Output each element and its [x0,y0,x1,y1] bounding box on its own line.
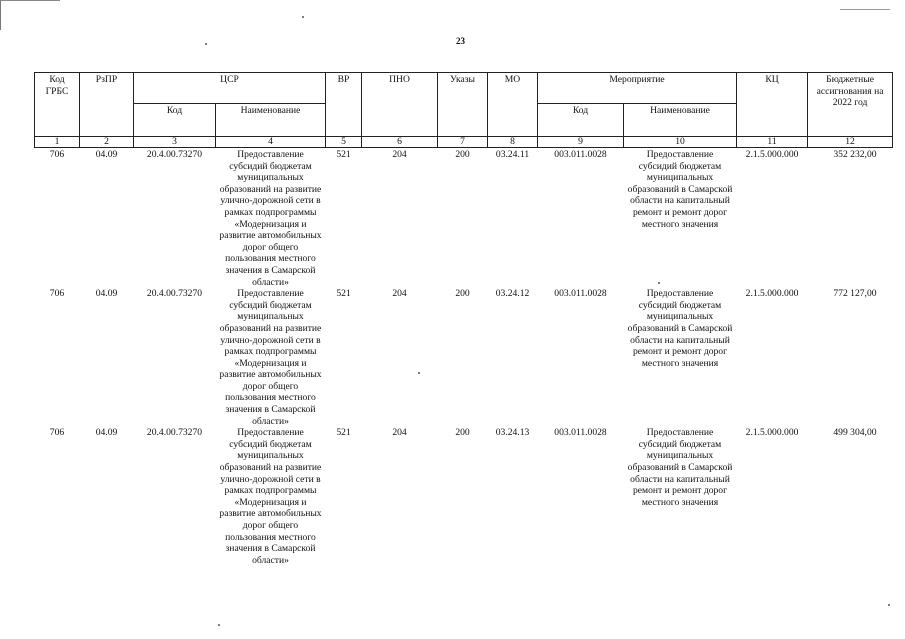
scan-speck [302,16,304,18]
cell-mer-kod: 003.011.0028 [554,149,607,160]
cell-mo: 03.24.11 [495,149,530,160]
header-budget: Бюджетные ассигнования на 2022 год [808,73,893,137]
cell-csr-kod: 20.4.00.73270 [146,149,203,160]
cell-csr-kod: 20.4.00.73270 [146,427,203,439]
cell-mo: 03.24.13 [495,427,530,439]
column-number: 3 [134,137,216,148]
cell-ukazy: 200 [455,288,470,300]
cell-grbs: 706 [49,427,65,439]
column-number: 4 [216,137,326,148]
cell-mo: 03.24.12 [495,288,530,300]
cell-rzpr: 04.09 [95,149,118,160]
cell-mer-name: Предоставление субсидий бюджетам муниципальных образований в Самарской области на капитальный ремонт и ремонт дорог местного значения [627,288,733,369]
cell-ukazy: 200 [455,149,470,160]
page-number: 23 [456,36,465,46]
column-number: 9 [538,137,624,148]
header-kc: КЦ [737,73,808,137]
header-mer-name: Наименование [624,104,737,137]
column-number: 6 [362,137,438,148]
cell-csr-name: Предоставление субсидий бюджетам муниципальных образований на развитие улично-дорожной сети в рамках подпрограммы «Модернизация и развитие автомобильных дорог общего пользования местного значения в Самарской области» [219,149,322,288]
column-number: 11 [737,137,808,148]
header-mer-kod: Код [538,104,624,137]
header-meropriyatie: Мероприятие [538,73,737,104]
column-number: 10 [624,137,737,148]
cell-rzpr: 04.09 [95,427,118,439]
cell-kc: 2.1.5.000.000 [745,288,799,300]
header-ukazy: Указы [438,73,488,137]
cell-pno: 204 [392,427,407,439]
cell-amount: 499 304,00 [833,427,877,439]
header-csr: ЦСР [134,73,326,104]
cell-vr: 521 [336,427,351,439]
header-pno: ПНО [362,73,438,137]
table-row [35,427,893,566]
cell-ukazy: 200 [455,427,470,439]
cell-kc: 2.1.5.000.000 [745,427,799,439]
cell-mer-name: Предоставление субсидий бюджетам муниципальных образований в Самарской области на капитальный ремонт и ремонт дорог местного значения [627,427,733,508]
cell-pno: 204 [392,149,407,160]
scan-edge-left [0,0,1,30]
cell-grbs: 706 [49,288,65,300]
scan-edge-top-right [840,9,890,10]
cell-csr-kod: 20.4.00.73270 [146,288,203,300]
header-vr: ВР [326,73,362,137]
column-number-row [35,137,893,148]
header-csr-kod: Код [134,104,216,137]
header-mo: МО [488,73,538,137]
scan-speck [888,604,890,606]
scan-edge-top [0,0,60,1]
header-csr-name: Наименование [216,104,326,137]
cell-grbs: 706 [49,149,65,160]
column-number: 12 [808,137,893,148]
cell-mer-kod: 003.011.0028 [554,288,607,300]
cell-kc: 2.1.5.000.000 [745,149,799,160]
cell-pno: 204 [392,288,407,300]
column-number: 1 [35,137,80,148]
column-number: 2 [80,137,134,148]
header-kod-grbs: Код ГРБС [35,73,80,137]
column-number: 7 [438,137,488,148]
header-rzpr: РзПР [80,73,134,137]
cell-csr-name: Предоставление субсидий бюджетам муниципальных образований на развитие улично-дорожной сети в рамках подпрограммы «Модернизация и развитие автомобильных дорог общего пользования местного значения в Самарской области» [219,427,322,566]
table-row [35,148,893,289]
cell-amount: 352 232,00 [833,149,877,160]
column-number: 5 [326,137,362,148]
cell-rzpr: 04.09 [95,288,118,300]
scan-speck [205,43,207,45]
cell-vr: 521 [336,149,351,160]
scan-speck [218,624,220,626]
budget-table [34,72,893,566]
cell-mer-kod: 003.011.0028 [554,427,607,439]
column-number: 8 [488,137,538,148]
cell-vr: 521 [336,288,351,300]
cell-amount: 772 127,00 [833,288,877,300]
cell-mer-name: Предоставление субсидий бюджетам муниципальных образований в Самарской области на капитальный ремонт и ремонт дорог местного значения [627,149,733,230]
table-row [35,288,893,427]
cell-csr-name: Предоставление субсидий бюджетам муниципальных образований на развитие улично-дорожной сети в рамках подпрограммы «Модернизация и развитие автомобильных дорог общего пользования местного значения в Самарской области» [219,288,322,427]
